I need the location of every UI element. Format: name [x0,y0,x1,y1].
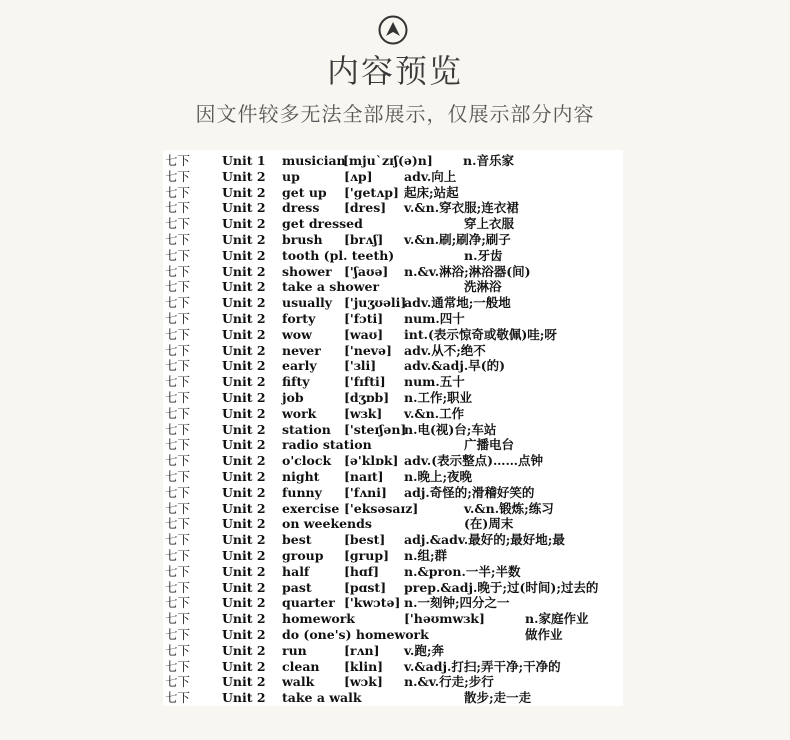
word-cell: early [282,358,317,374]
definition-cell: 起床;站起 [404,184,459,200]
word-cell: homework [282,611,355,627]
semester-cell: 七下 [165,563,191,579]
definition-cell: adv.&adj.早(的) [404,358,506,374]
word-cell: fifty [282,374,310,390]
unit-cell: Unit 2 [222,405,266,421]
semester-cell: 七下 [165,263,191,279]
word-cell: forty [282,311,316,326]
word-cell: o'clock [282,453,332,469]
semester-cell: 七下 [165,374,191,390]
unit-cell: Unit 2 [222,421,266,437]
unit-cell: Unit 2 [222,690,266,706]
word-cell: work [282,405,317,421]
unit-cell: Unit 2 [222,247,266,263]
unit-cell: Unit 2 [222,279,266,295]
phonetic-cell: ['ʃaʊə] [344,263,389,279]
unit-cell: Unit 2 [222,611,266,627]
word-cell: tooth (pl. teeth) [282,247,395,263]
definition-cell: adj.&adv.最好的;最好地;最 [404,532,565,548]
semester-cell: 七下 [165,579,191,595]
definition-cell: (在)周末 [464,516,514,532]
phonetic-cell: [grup] [344,548,389,563]
definition-cell: 广播电台 [464,437,515,453]
phonetic-cell: ['fɪfti] [344,374,386,390]
definition-cell: n.工作;职业 [404,390,473,405]
semester-cell: 七下 [165,184,191,200]
vocab-row [163,501,623,517]
unit-cell: Unit 2 [222,342,266,358]
definition-cell: adj.奇怪的;滑稽好笑的 [404,484,535,500]
semester-cell: 七下 [165,484,191,500]
unit-cell: Unit 2 [222,516,266,532]
unit-cell: Unit 2 [222,216,266,232]
definition-cell: n.晚上;夜晚 [404,469,473,484]
unit-cell: Unit 2 [222,263,266,279]
word-cell: shower [282,263,332,279]
unit-cell: Unit 2 [222,168,266,184]
definition-cell: num.五十 [404,374,465,390]
definition-cell: prep.&adj.晚于;过(时间);过去的 [404,579,599,595]
word-cell: do (one's) homework [282,627,429,642]
up-arrow-circle-icon [378,15,408,45]
unit-cell: Unit 2 [222,469,266,484]
semester-cell: 七下 [165,153,191,168]
semester-cell: 七下 [165,627,191,642]
document-preview [163,150,623,706]
word-cell: musician [282,153,346,168]
vocab-row [163,279,623,295]
vocab-row [163,200,623,216]
unit-cell: Unit 2 [222,358,266,374]
word-cell: half [282,563,310,579]
word-cell: take a shower [282,279,380,295]
word-cell: never [282,342,321,358]
phonetic-cell: ['nevə] [344,342,392,358]
vocab-row [163,153,623,169]
semester-cell: 七下 [165,532,191,548]
semester-cell: 七下 [165,548,191,563]
vocab-row [163,264,623,280]
phonetic-cell: ['həʊmwɜk] [404,611,485,627]
unit-cell: Unit 2 [222,437,266,453]
unit-cell: Unit 2 [222,548,266,563]
unit-cell: Unit 2 [222,453,266,469]
phonetic-cell: [mju`zɪʃ(ə)n] [343,153,433,168]
unit-cell: Unit 2 [222,200,266,216]
unit-cell: Unit 2 [222,311,266,326]
unit-cell: Unit 2 [222,374,266,390]
unit-cell: Unit 2 [222,642,266,658]
unit-cell: Unit 2 [222,595,266,611]
definition-cell: 散步;走一走 [464,690,532,706]
word-cell: clean [282,658,320,674]
definition-cell: n.组;群 [404,548,448,563]
unit-cell: Unit 1 [222,153,266,168]
unit-cell: Unit 2 [222,295,266,311]
vocab-row [163,659,623,675]
semester-cell: 七下 [165,326,191,342]
word-cell: walk [282,674,315,690]
unit-cell: Unit 2 [222,184,266,200]
phonetic-cell: [waʊ] [344,326,384,342]
semester-cell: 七下 [165,437,191,453]
definition-cell: n.&v.淋浴;淋浴器(间) [404,263,531,279]
phonetic-cell: ['ɜli] [344,358,377,374]
word-cell: radio station [282,437,372,453]
semester-cell: 七下 [165,200,191,216]
semester-cell: 七下 [165,168,191,184]
word-cell: wow [282,326,312,342]
vocab-row [163,485,623,501]
word-cell: run [282,642,307,658]
word-cell: quarter [282,595,335,611]
definition-cell: n.家庭作业 [525,611,589,627]
semester-cell: 七下 [165,342,191,358]
word-cell: night [282,469,320,484]
semester-cell: 七下 [165,674,191,690]
phonetic-cell: [dʒɒb] [344,390,390,405]
phonetic-cell: [dres] [344,200,387,216]
vocab-row [163,248,623,264]
semester-cell: 七下 [165,500,191,516]
semester-cell: 七下 [165,390,191,405]
phonetic-cell: [ə'klɒk] [344,453,399,469]
semester-cell: 七下 [165,595,191,611]
vocab-row [163,643,623,659]
vocab-row [163,453,623,469]
semester-cell: 七下 [165,216,191,232]
semester-cell: 七下 [165,469,191,484]
definition-cell: adv.向上 [404,168,457,184]
definition-cell: v.&n.锻炼;练习 [464,500,554,516]
phonetic-cell: ['fʌni] [344,484,387,500]
semester-cell: 七下 [165,611,191,627]
definition-cell: 穿上衣服 [464,216,515,232]
phonetic-cell: [ʌp] [344,168,373,184]
word-cell: get dressed [282,216,363,232]
vocab-row [163,469,623,485]
semester-cell: 七下 [165,516,191,532]
phonetic-cell: ['juʒʊəli] [344,295,407,311]
word-cell: job [282,390,304,405]
semester-cell: 七下 [165,279,191,295]
vocab-row [163,548,623,564]
definition-cell: v.&adj.打扫;弄干净;干净的 [404,658,561,674]
vocab-row [163,437,623,453]
definition-cell: n.&v.行走;步行 [404,674,494,690]
word-cell: group [282,548,324,563]
word-cell: up [282,168,300,184]
semester-cell: 七下 [165,690,191,706]
phonetic-cell: ['getʌp] [344,184,399,200]
word-cell: station [282,421,331,437]
word-cell: funny [282,484,322,500]
vocab-row [163,327,623,343]
unit-cell: Unit 2 [222,627,266,642]
phonetic-cell: ['kwɔtə] [344,595,401,611]
phonetic-cell: [rʌn] [344,642,380,658]
unit-cell: Unit 2 [222,563,266,579]
phonetic-cell: [klin] [344,658,384,674]
phonetic-cell: [brʌʃ] [344,232,384,247]
unit-cell: Unit 2 [222,232,266,247]
semester-cell: 七下 [165,232,191,247]
definition-cell: n.牙齿 [464,247,503,263]
definition-cell: v.&n.工作 [404,405,465,421]
vocab-row [163,169,623,185]
vocab-row [163,390,623,406]
vocab-row [163,564,623,580]
semester-cell: 七下 [165,421,191,437]
word-cell: brush [282,232,323,247]
phonetic-cell: ['steɪʃən] [344,421,407,437]
definition-cell: adv.从不;绝不 [404,342,486,358]
vocab-row [163,232,623,248]
phonetic-cell: [pɑst] [344,579,387,595]
vocab-row [163,343,623,359]
phonetic-cell: [wɜk] [344,405,383,421]
definition-cell: v.&n.刷;刷净;刷子 [404,232,511,247]
word-cell: best [282,532,312,548]
phonetic-cell: ['fɔti] [344,311,384,326]
page-title: 内容预览 [326,52,463,90]
unit-cell: Unit 2 [222,579,266,595]
phonetic-cell: [best] [344,532,386,548]
unit-cell: Unit 2 [222,390,266,405]
semester-cell: 七下 [165,658,191,674]
definition-cell: n.一刻钟;四分之一 [404,595,510,611]
definition-cell: n.电(视)台;车站 [404,421,497,437]
definition-cell: int.(表示惊奇或敬佩)哇;呀 [404,326,557,342]
definition-cell: adv.(表示整点)……点钟 [404,453,544,469]
definition-cell: num.四十 [404,311,465,326]
unit-cell: Unit 2 [222,484,266,500]
vocab-row [163,185,623,201]
vocab-row [163,358,623,374]
semester-cell: 七下 [165,247,191,263]
word-cell: exercise [282,500,340,516]
unit-cell: Unit 2 [222,326,266,342]
phonetic-cell: [hɑf] [344,563,380,579]
word-cell: past [282,579,312,595]
word-cell: dress [282,200,320,216]
vocab-row [163,422,623,438]
definition-cell: 洗淋浴 [464,279,502,295]
vocab-row [163,516,623,532]
vocab-row [163,532,623,548]
semester-cell: 七下 [165,311,191,326]
semester-cell: 七下 [165,405,191,421]
vocab-row [163,627,623,643]
definition-cell: 做作业 [525,627,563,642]
vocab-row [163,311,623,327]
vocab-row [163,611,623,627]
semester-cell: 七下 [165,642,191,658]
vocab-row [163,406,623,422]
semester-cell: 七下 [165,453,191,469]
phonetic-cell: [wɔk] [344,674,383,690]
word-cell: get up [282,184,327,200]
word-cell: take a walk [282,690,362,706]
phonetic-cell: [naɪt] [344,469,384,484]
vocab-row [163,595,623,611]
word-cell: usually [282,295,333,311]
semester-cell: 七下 [165,358,191,374]
vocab-row [163,295,623,311]
vocab-row [163,674,623,690]
unit-cell: Unit 2 [222,658,266,674]
vocab-row [163,690,623,706]
vocab-row [163,580,623,596]
phonetic-cell: ['eksəsaɪz] [344,500,419,516]
definition-cell: adv.通常地;一般地 [404,295,511,311]
preview-header [0,0,790,140]
word-cell: on weekends [282,516,372,532]
vocab-row [163,374,623,390]
unit-cell: Unit 2 [222,674,266,690]
unit-cell: Unit 2 [222,532,266,548]
definition-cell: n.&pron.一半;半数 [404,563,521,579]
definition-cell: v.&n.穿衣服;连衣裙 [404,200,519,216]
vocab-row [163,216,623,232]
semester-cell: 七下 [165,295,191,311]
definition-cell: n.音乐家 [463,153,514,168]
unit-cell: Unit 2 [222,500,266,516]
page-subtitle: 因文件较多无法全部展示，仅展示部分内容 [195,102,595,126]
definition-cell: v.跑;奔 [404,642,444,658]
